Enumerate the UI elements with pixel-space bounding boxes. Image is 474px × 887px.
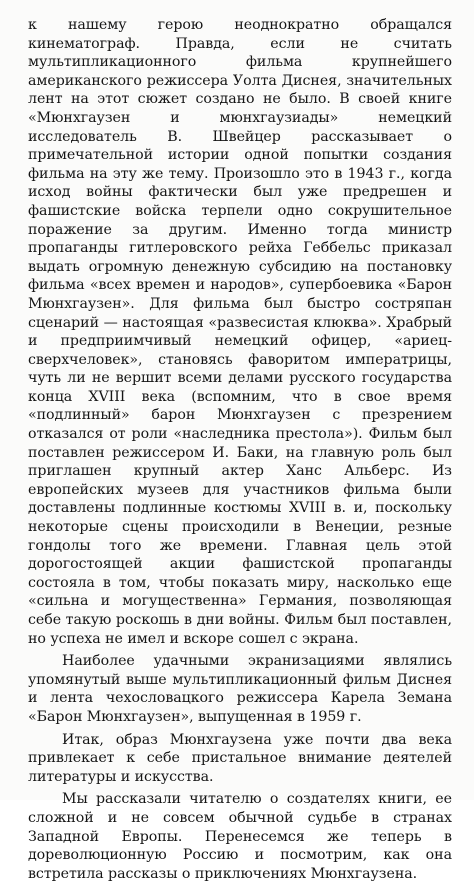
paragraph-2: Наиболее удачными экранизациями являлись упомянутый выше мультипликационный фильм Диснея и лента чехословацкого режиссера Карела Земана «Барон Мюнхгаузен», выпущенная в 1959 г. [28,653,452,725]
paragraph-1: к нашему герою неоднократно обращался кинематограф. Правда, если не считать мультипликационного фильма крупнейшего американского режиссера Уолта Диснея, значительных лент на этот сюжет создано не было. В своей книге «Мюнхгаузен и мюнхгаузиады» немецкий исследователь В. Швейцер рассказывает о примечательной истории одной попытки создания фильма на эту же тему. Произошло это в 1943 г., когда исход войны фактически был уже предрешен и фашистские войска терпели одно сокрушительное поражение за другим. Именно тогда министр пропаганды гитлеровского рейха Геббельс приказал выдать огромную денежную субсидию на постановку фильма «всех времен и народов», супербоевика «Барон Мюнхгаузен». Для фильма был быстро состряпан сценарий — настоящая «развесистая клюква». Храбрый и предприимчивый немецкий офицер, «ариец-сверхчеловек», становясь фаворитом императрицы, чуть ли не вершит всеми делами русского государства конца XVIII века (вспомним, что в свое время «подлинный» барон Мюнхгаузен с презрением отказался от роли «наследника престола»). Фильм был поставлен режиссером И. Баки, на главную роль был приглашен крупный актер Ханс Альберс. Из европейских музеев для участников фильма были доставлены подлинные костюмы XVIII в. и, поскольку некоторые сцены происходили в Венеции, резные гондолы того же времени. Главная цель этой дорогостоящей акции фашистской пропаганды состояла в том, чтобы показать миру, насколько еще «сильна и могущественна» Германия, позволяющая себе такую роскошь в дни войны. Фильм был поставлен, но успеха не имел и вскоре сошел с экрана. [28,17,452,647]
body-text [28,16,452,887]
paragraph-4: Мы рассказали читателю о создателях книги, ее сложной и не совсем обычной судьбе в странах Западной Европы. Перенесемся же теперь в дореволюционную Россию и посмотрим, как она встретила рассказы о приключениях Мюнхгаузена. [28,791,452,882]
paragraph-3: Итак, образ Мюнхгаузена уже почти два века привлекает к себе пристальное внимание деятелей литературы и искусства. [28,731,452,785]
